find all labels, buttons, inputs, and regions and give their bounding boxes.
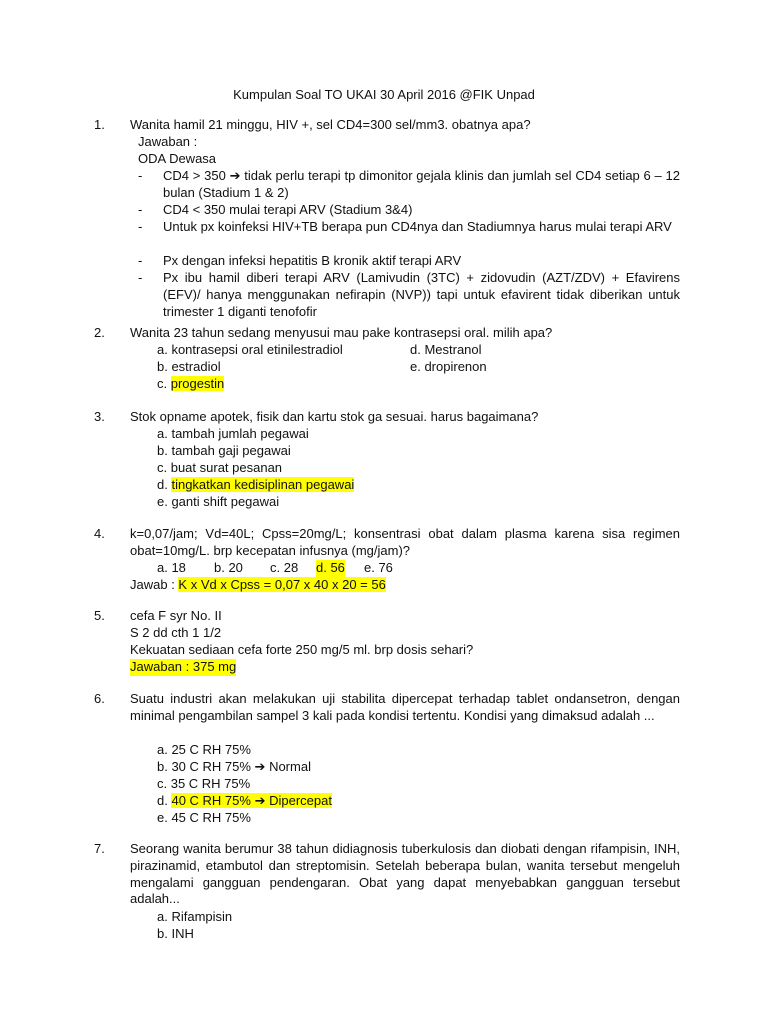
question-number: 4. [94,526,105,541]
option-a: a. 25 C RH 75% [157,742,251,757]
answer-label: Jawaban : [138,134,198,149]
question-text: Kekuatan sediaan cefa forte 250 mg/5 ml. brp dosis sehari? [130,642,474,657]
option-d: d. 40 C RH 75% ➔ Dipercepat [157,793,332,808]
question-number: 5. [94,608,105,623]
list-item: Untuk px koinfeksi HIV+TB berapa pun CD4nya dan Stadiumnya harus mulai terapi ARV [163,219,672,234]
question-text: Wanita hamil 21 minggu, HIV +, sel CD4=300 sel/mm3. obatnya apa? [130,117,531,132]
correct-answer-highlight: progestin [170,376,225,391]
option-c: c. 28 [270,560,299,575]
option-e: e. 45 C RH 75% [157,810,251,825]
option-d: d. tingkatkan kedisiplinan pegawai [157,477,355,492]
list-item: Px dengan infeksi hepatitis B kronik aktif terapi ARV [163,253,462,268]
list-item: CD4 > 350 ➔ tidak perlu terapi tp dimonitor gejala klinis dan jumlah sel CD4 setiap 6 – 12 bulan (Stadium 1 & 2) [163,168,680,200]
option-a: a. Rifampisin [157,909,233,924]
prescription-line: cefa F syr No. II [130,608,222,623]
question-text: Wanita 23 tahun sedang menyusui mau pake kontrasepsi oral. milih apa? [130,325,553,340]
option-a: a. kontrasepsi oral etinilestradiol [157,342,343,357]
question-text: Suatu industri akan melakukan uji stabilita dipercepat terhadap tablet ondansetron, dengan minimal pengambilan sampel 3 kali pada kondisi tertentu. Kondisi yang dimaksud adalah ... [130,691,680,723]
bullet-dash: - [138,219,143,234]
option-c: c. 35 C RH 75% [157,776,251,791]
correct-answer-highlight: Jawaban : 375 mg [130,659,237,674]
answer-heading: ODA Dewasa [138,151,217,166]
prescription-line: S 2 dd cth 1 1/2 [130,625,222,640]
option-c: c. buat surat pesanan [157,460,283,475]
option-b: b. tambah gaji pegawai [157,443,291,458]
option-d: d. 56 [316,560,345,575]
question-number: 1. [94,117,105,132]
question-number: 7. [94,841,105,856]
question-number: 2. [94,325,105,340]
option-b: b. INH [157,926,194,941]
bullet-dash: - [138,168,143,183]
question-text: k=0,07/jam; Vd=40L; Cpss=20mg/L; konsentrasi obat dalam plasma karena sisa regimen obat=10mg/L. brp kecepatan infusnya (mg/jam)? [130,526,680,558]
bullet-dash: - [138,270,143,285]
bullet-dash: - [138,202,143,217]
option-b: b. 30 C RH 75% ➔ Normal [157,759,311,774]
option-d: d. Mestranol [410,342,482,357]
document-title: Kumpulan Soal TO UKAI 30 April 2016 @FIK Unpad [233,87,535,102]
question-text: Seorang wanita berumur 38 tahun didiagnosis tuberkulosis dan diobati dengan rifampisin, INH, pirazinamid, etambutol dan streptomisin. Setelah beberapa bulan, wanita tersebut mengeluh mengalami gangguan pendengaran. Obat yang dapat menyebabkan gangguan tersebut adalah... [130,841,680,907]
arrow-right-icon: ➔ [229,168,241,183]
option-c: c. progestin [157,376,225,391]
bullet-dash: - [138,253,143,268]
question-number: 6. [94,691,105,706]
option-a: a. 18 [157,560,186,575]
option-e: e. dropirenon [410,359,487,374]
question-text: Stok opname apotek, fisik dan kartu stok ga sesuai. harus bagaimana? [130,409,539,424]
arrow-right-icon: ➔ [254,793,266,808]
option-a: a. tambah jumlah pegawai [157,426,309,441]
answer-line: Jawab : K x Vd x Cpss = 0,07 x 40 x 20 = 56 [130,577,386,592]
list-item: Px ibu hamil diberi terapi ARV (Lamivudin (3TC) + zidovudin (AZT/ZDV) + Efavirens (EFV)/ hanya menggunakan nefirapin (NVP)) tapi untuk efavirent tidak diberikan untuk trimester 1 diganti tenofofir [163,270,680,319]
option-e: e. ganti shift pegawai [157,494,280,509]
question-number: 3. [94,409,105,424]
option-b: b. estradiol [157,359,221,374]
list-item: CD4 < 350 mulai terapi ARV (Stadium 3&4) [163,202,413,217]
correct-answer-highlight: 40 C RH 75% ➔ Dipercepat [171,793,332,808]
correct-answer-highlight: tingkatkan kedisiplinan pegawai [171,477,355,492]
option-b: b. 20 [214,560,243,575]
correct-answer-highlight: K x Vd x Cpss = 0,07 x 40 x 20 = 56 [178,577,386,592]
arrow-right-icon: ➔ [254,759,266,774]
option-e: e. 76 [364,560,393,575]
